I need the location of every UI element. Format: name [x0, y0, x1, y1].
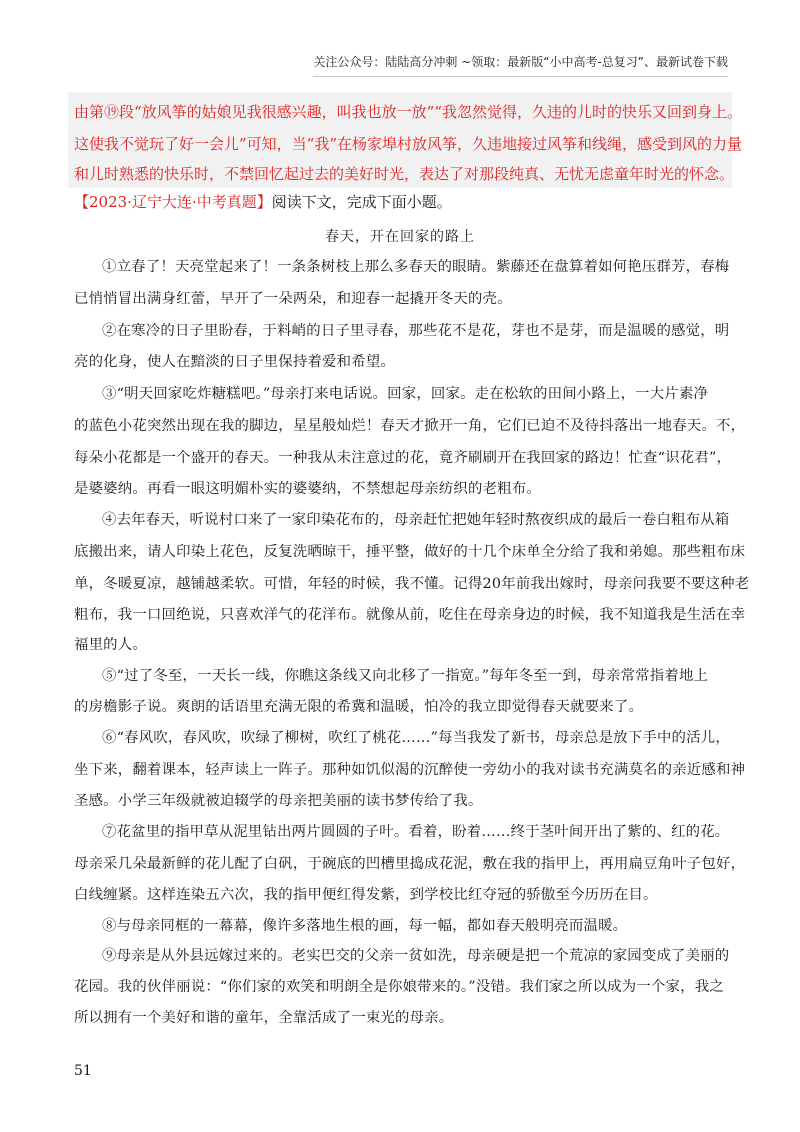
paragraph-line: 福里的人。 — [74, 637, 147, 653]
answer-line: 由第⑲段“放风筝的姑娘见我很感兴趣，叫我也放一放”“我忽然觉得，久违的儿时的快乐又回到身上。 — [74, 103, 743, 121]
source-instruction: 阅读下文，完成下面小题。 — [271, 193, 452, 211]
paragraph-line: ⑦花盆里的指甲草从泥里钻出两片圆圆的子叶。看着，盼着……终于茎叶间开出了紫的、红的花。 — [102, 824, 730, 840]
paragraph-line: 所以拥有一个美好和谐的童年，全靠活成了一束光的母亲。 — [74, 1010, 454, 1026]
paragraph-line: ⑥“春风吹，春风吹，吹绿了柳树，吹红了桃花……”每当我发了新书，母亲总是放下手中的活儿， — [102, 730, 730, 746]
paragraph-line: ⑤“过了冬至，一天长一线，你瞧这条线又向北移了一指宽。”每年冬至一到，母亲常常指着地上 — [102, 668, 709, 684]
paragraph-line: 每朵小花都是一个盛开的春天。一种我从未注意过的花，竟齐刷刷开在我回家的路边！忙查“识花君”， — [74, 450, 732, 466]
paragraph-line: 粗布，我一口回绝说，只喜欢洋气的花洋布。就像从前，吃住在母亲身边的时候，我不知道我是生活在幸 — [74, 607, 746, 623]
paragraph-line: 花园。我的伙伴丽说：“你们家的欢笑和明朗全是你娘带来的。”没错。我们家之所以成为一个家，我之 — [74, 979, 724, 995]
paragraph-line: 单，冬暖夏凉，越铺越柔软。可惜，年轻的时候，我不懂。记得20年前我出嫁时，母亲问我要不要这种老 — [74, 576, 750, 592]
answer-line: 和儿时熟悉的快乐时，不禁回忆起过去的美好时光，表达了对那段纯真、无忧无虑童年时光的怀念。 — [74, 165, 735, 183]
paragraph-line: 圣感。小学三年级就被迫辍学的母亲把美丽的读书梦传给了我。 — [74, 793, 483, 809]
paragraph-line: 白线缠紧。这样连染五六次，我的指甲便红得发紫，到学校比红夺冠的骄傲至今历历在目。 — [74, 887, 658, 903]
answer-line: 这使我不觉玩了好一会儿”可知，当“我”在杨家埠村放风筝，久违地接过风筝和线绳，感受到风的力量 — [74, 135, 743, 153]
paragraph-line: ④去年春天，听说村口来了一家印染花布的，母亲赶忙把她年轻时熬夜织成的最后一卷白粗布从箱 — [102, 512, 730, 528]
paragraph-line: 母亲采几朵最新鲜的花儿配了白矾，于碗底的凹槽里捣成花泥，敷在我的指甲上，再用扁豆角叶子包好， — [74, 856, 746, 872]
paragraph-line: 亮的化身，使人在黯淡的日子里保持着爱和希望。 — [74, 354, 395, 370]
paragraph-line: 的房檐影子说。爽朗的话语里充满无限的希冀和温暖，怕冷的我立即觉得春天就要来了。 — [74, 699, 644, 715]
paragraph-line: 是婆婆纳。再看一眼这明媚朴实的婆婆纳，不禁想起母亲纺织的老粗布。 — [74, 481, 541, 497]
paragraph-line: 底搬出来，请人印染上花色，反复洗晒晾干，捶平整，做好的十几个床单全分给了我和弟媳。那些粗布床 — [74, 544, 746, 560]
article-title: 春天，开在回家的路上 — [325, 229, 475, 245]
paragraph-line: ①立春了！天亮堂起来了！一条条树枝上那么多春天的眼睛。紫藤还在盘算着如何艳压群芳，春梅 — [102, 259, 730, 275]
paragraph-line: ③“明天回家吃炸糖糕吧。”母亲打来电话说。回家，回家。走在松软的田间小路上，一大片素净 — [102, 386, 709, 402]
source-tag: 【2023·辽宁大连·中考真题】 — [74, 193, 272, 211]
paragraph-line: 已悄悄冒出满身红蕾，早开了一朵两朵，和迎春一起撬开冬天的壳。 — [74, 291, 512, 307]
page-header: 关注公众号：陆陆高分冲刺 ~领取：最新版“小中高考-总复习”、最新试卷下载 — [313, 53, 728, 77]
paragraph-line: 的蓝色小花突然出现在我的脚边，星星般灿烂！春天才掀开一角，它们已迫不及待抖落出一地春天。不， — [74, 418, 746, 434]
paragraph-line: ⑧与母亲同框的一幕幕，像许多落地生根的画，每一幅，都如春天般明亮而温暖。 — [102, 918, 628, 934]
source-line — [74, 191, 452, 212]
page-number: 51 — [74, 1063, 92, 1079]
paragraph-line: ⑨母亲是从外县远嫁过来的。老实巴交的父亲一贫如洗，母亲硬是把一个荒凉的家园变成了美丽的 — [102, 948, 730, 964]
paragraph-line: ②在寒冷的日子里盼春，于料峭的日子里寻春，那些花不是花，芽也不是芽，而是温暖的感觉，明 — [102, 323, 730, 339]
paragraph-line: 坐下来，翻着课本，轻声读上一阵子。那种如饥似渴的沉醉使一旁幼小的我对读书充满莫名的亲近感和神 — [74, 762, 746, 778]
